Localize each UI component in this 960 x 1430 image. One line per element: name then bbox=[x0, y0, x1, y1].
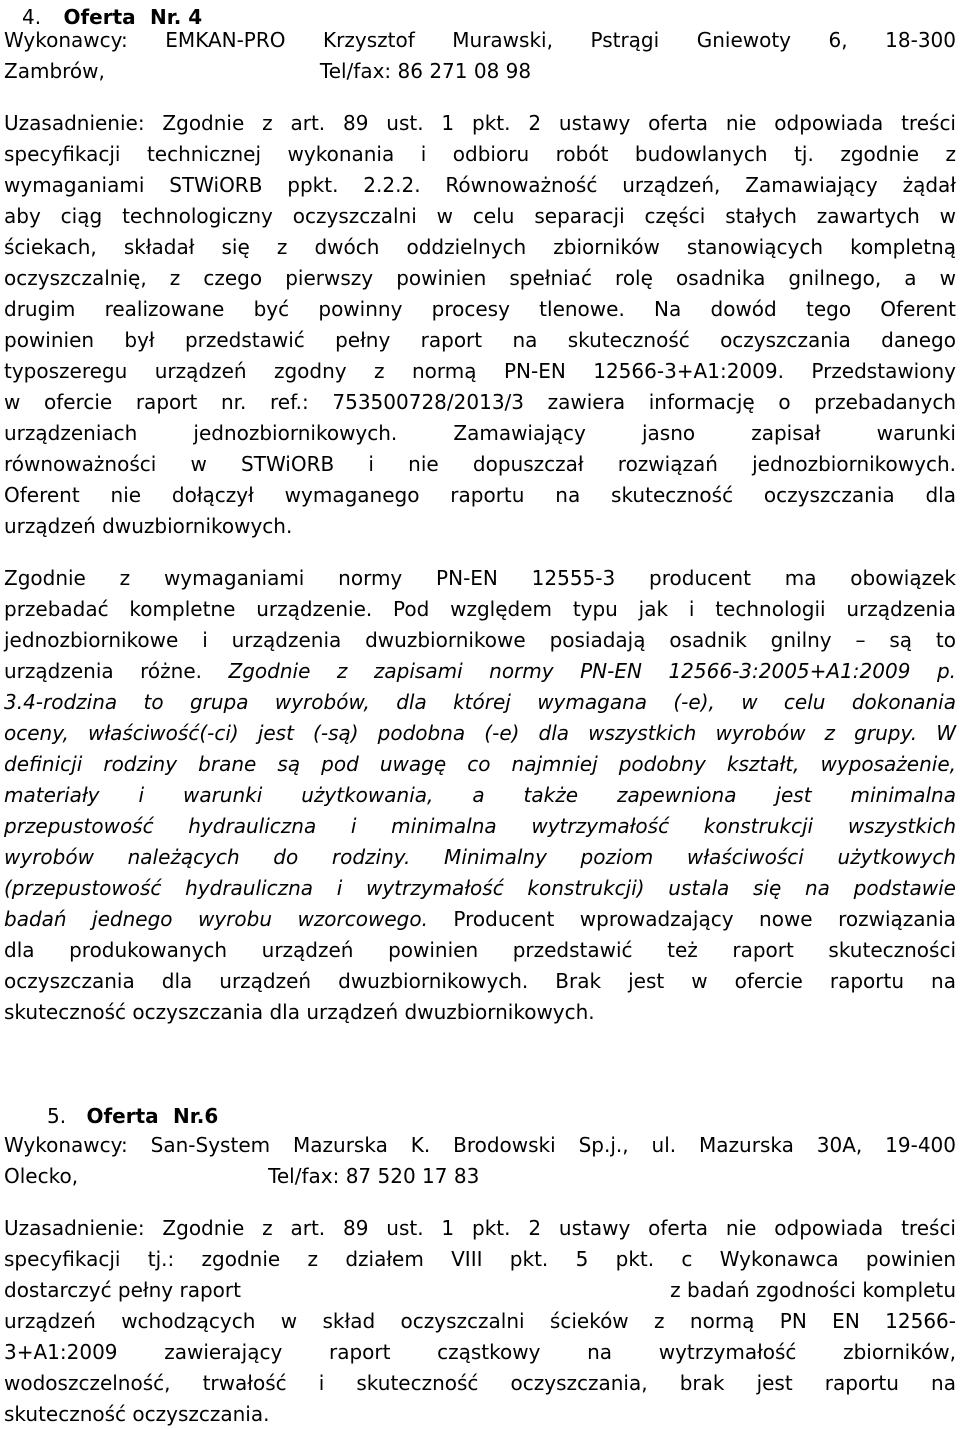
offer-5-contractor: Wykonawcy: San-System Mazurska K. Brodowski Sp.j., ul. Mazurska 30A, 19-400 bbox=[4, 1133, 956, 1157]
offer-4-p2-italic-line: przepustowość hydrauliczna i minimalna wytrzymałość konstrukcji wszystkich bbox=[4, 814, 956, 838]
offer-4-label: Oferta bbox=[63, 5, 136, 29]
offer-5-p1-line: wodoszczelność, trwałość i skuteczność oczyszczania, brak jest raportu na bbox=[4, 1371, 956, 1395]
offer-5-p1-line: 3+A1:2009 zawierający raport cząstkowy na wytrzymałość zbiorników, bbox=[4, 1340, 956, 1364]
offer-4-p1-line: typoszeregu urządzeń zgodny z normą PN-EN 12566-3+A1:2009. Przedstawiony bbox=[4, 359, 956, 383]
offer-5-id: Nr.6 bbox=[173, 1104, 219, 1128]
offer-5-p1-line-split bbox=[4, 1277, 956, 1303]
offer-4-p2-italic-line: definicji rodziny brane są pod uwagę co najmniej podobny kształt, wyposażenie, bbox=[4, 752, 956, 776]
offer-4-p1-line: Uzasadnienie: Zgodnie z art. 89 ust. 1 pkt. 2 ustawy oferta nie odpowiada treści bbox=[4, 111, 956, 135]
offer-4-p1-line: Oferent nie dołączył wymaganego raportu na skuteczność oczyszczania dla bbox=[4, 483, 956, 507]
offer-4-p2-line: Zgodnie z wymaganiami normy PN-EN 12555-3 producent ma obowiązek bbox=[4, 566, 956, 590]
offer-4-p2-mixed-start: urządzenia różne. bbox=[4, 659, 203, 683]
offer-5-contractor-address bbox=[4, 1163, 956, 1189]
offer-5-p1-line: specyfikacji tj.: zgodnie z działem VIII pkt. 5 pkt. c Wykonawca powinien bbox=[4, 1247, 956, 1271]
offer-4-contractor-address bbox=[4, 58, 956, 84]
offer-4-contractor: Wykonawcy: EMKAN-PRO Krzysztof Murawski, Pstrągi Gniewoty 6, 18-300 bbox=[4, 28, 956, 52]
offer-5-p1-line: Uzasadnienie: Zgodnie z art. 89 ust. 1 pkt. 2 ustawy oferta nie odpowiada treści bbox=[4, 1216, 956, 1240]
offer-4-p2-line-mixed bbox=[4, 658, 956, 684]
offer-5-heading bbox=[4, 1103, 956, 1129]
offer-5-p1-line: skuteczność oczyszczania. bbox=[4, 1402, 270, 1426]
offer-5-p1-line: urządzeń wchodzących w skład oczyszczalni ścieków z normą PN EN 12566- bbox=[4, 1309, 956, 1333]
offer-4-p2-line: skuteczność oczyszczania dla urządzeń dwuzbiornikowych. bbox=[4, 1000, 595, 1024]
offer-4-p1-line: równoważności w STWiORB i nie dopuszczał rozwiązań jednozbiornikowych. bbox=[4, 452, 956, 476]
offer-4-p1-line: oczyszczalnię, z czego pierwszy powinien spełniać rolę osadnika gnilnego, a w bbox=[4, 266, 956, 290]
offer-4-p2-italic-line: 3.4-rodzina to grupa wyrobów, dla której wymagana (-e), w celu dokonania bbox=[4, 690, 956, 714]
offer-4-id: Nr. 4 bbox=[150, 5, 203, 29]
offer-4-p1-line: ściekach, składał się z dwóch oddzielnych zbiorników stanowiących kompletną bbox=[4, 235, 956, 259]
offer-4-number: 4. bbox=[22, 5, 42, 29]
offer-4-p1-line: w ofercie raport nr. ref.: 753500728/2013/3 zawiera informację o przebadanych bbox=[4, 390, 956, 414]
offer-4-p2-italic-line: wyrobów należących do rodziny. Minimalny poziom właściwości użytkowych bbox=[4, 845, 956, 869]
offer-4-p2-tail-italic: badań jednego wyrobu wzorcowego. bbox=[4, 907, 428, 931]
offer-5-phone: Tel/fax: 87 520 17 83 bbox=[268, 1164, 480, 1188]
offer-4-p1-line: urządzeniach jednozbiornikowych. Zamawiający jasno zapisał warunki bbox=[4, 421, 956, 445]
offer-4-p2-line: przebadać kompletne urządzenie. Pod względem typu jak i technologii urządzenia bbox=[4, 597, 956, 621]
offer-5-number: 5. bbox=[47, 1104, 67, 1128]
offer-5-label: Oferta bbox=[86, 1104, 159, 1128]
offer-4-p2-tail-plain: Producent wprowadzający nowe rozwiązania bbox=[453, 907, 957, 931]
offer-4-p2-italic-line: oceny, właściwość(-ci) jest (-są) podobna (-e) dla wszystkich wyrobów z grupy. W bbox=[4, 721, 956, 745]
offer-4-p1-line: powinien był przedstawić pełny raport na skuteczność oczyszczania danego bbox=[4, 328, 956, 352]
offer-5-place: Olecko, bbox=[4, 1164, 79, 1188]
offer-4-p2-line: jednozbiornikowe i urządzenia dwuzbiornikowe posiadają osadnik gnilny – są to bbox=[4, 628, 956, 652]
offer-4-p2-line: oczyszczania dla urządzeń dwuzbiornikowych. Brak jest w ofercie raportu na bbox=[4, 969, 956, 993]
offer-4-p2-italic-line: (przepustowość hydrauliczna i wytrzymałość konstrukcji) ustala się na podstawie bbox=[4, 876, 956, 900]
offer-4-p2-mixed-italic: Zgodnie z zapisami normy PN-EN 12566-3:2005+A1:2009 p. bbox=[228, 659, 957, 683]
offer-4-place: Zambrów, bbox=[4, 59, 105, 83]
offer-4-p2-line: dla produkowanych urządzeń powinien przedstawić też raport skuteczności bbox=[4, 938, 956, 962]
offer-4-p1-line: aby ciąg technologiczny oczyszczalni w celu separacji części stałych zawartych w bbox=[4, 204, 956, 228]
offer-4-p1-line: urządzeń dwuzbiornikowych. bbox=[4, 514, 293, 538]
offer-5-p1-left: dostarczyć pełny raport bbox=[4, 1278, 241, 1302]
offer-4-phone: Tel/fax: 86 271 08 98 bbox=[319, 59, 532, 83]
offer-4-p1-line: specyfikacji technicznej wykonania i odbioru robót budowlanych tj. zgodnie z bbox=[4, 142, 956, 166]
offer-4-p2-italic-line: materiały i warunki użytkowania, a także zapewniona jest minimalna bbox=[4, 783, 956, 807]
offer-4-p1-line: wymaganiami STWiORB ppkt. 2.2.2. Równoważność urządzeń, Zamawiający żądał bbox=[4, 173, 956, 197]
offer-4-p1-line: drugim realizowane być powinny procesy tlenowe. Na dowód tego Oferent bbox=[4, 297, 956, 321]
offer-5-p1-right: z badań zgodności kompletu bbox=[670, 1278, 956, 1302]
offer-4-p2-line-tail bbox=[4, 906, 956, 932]
